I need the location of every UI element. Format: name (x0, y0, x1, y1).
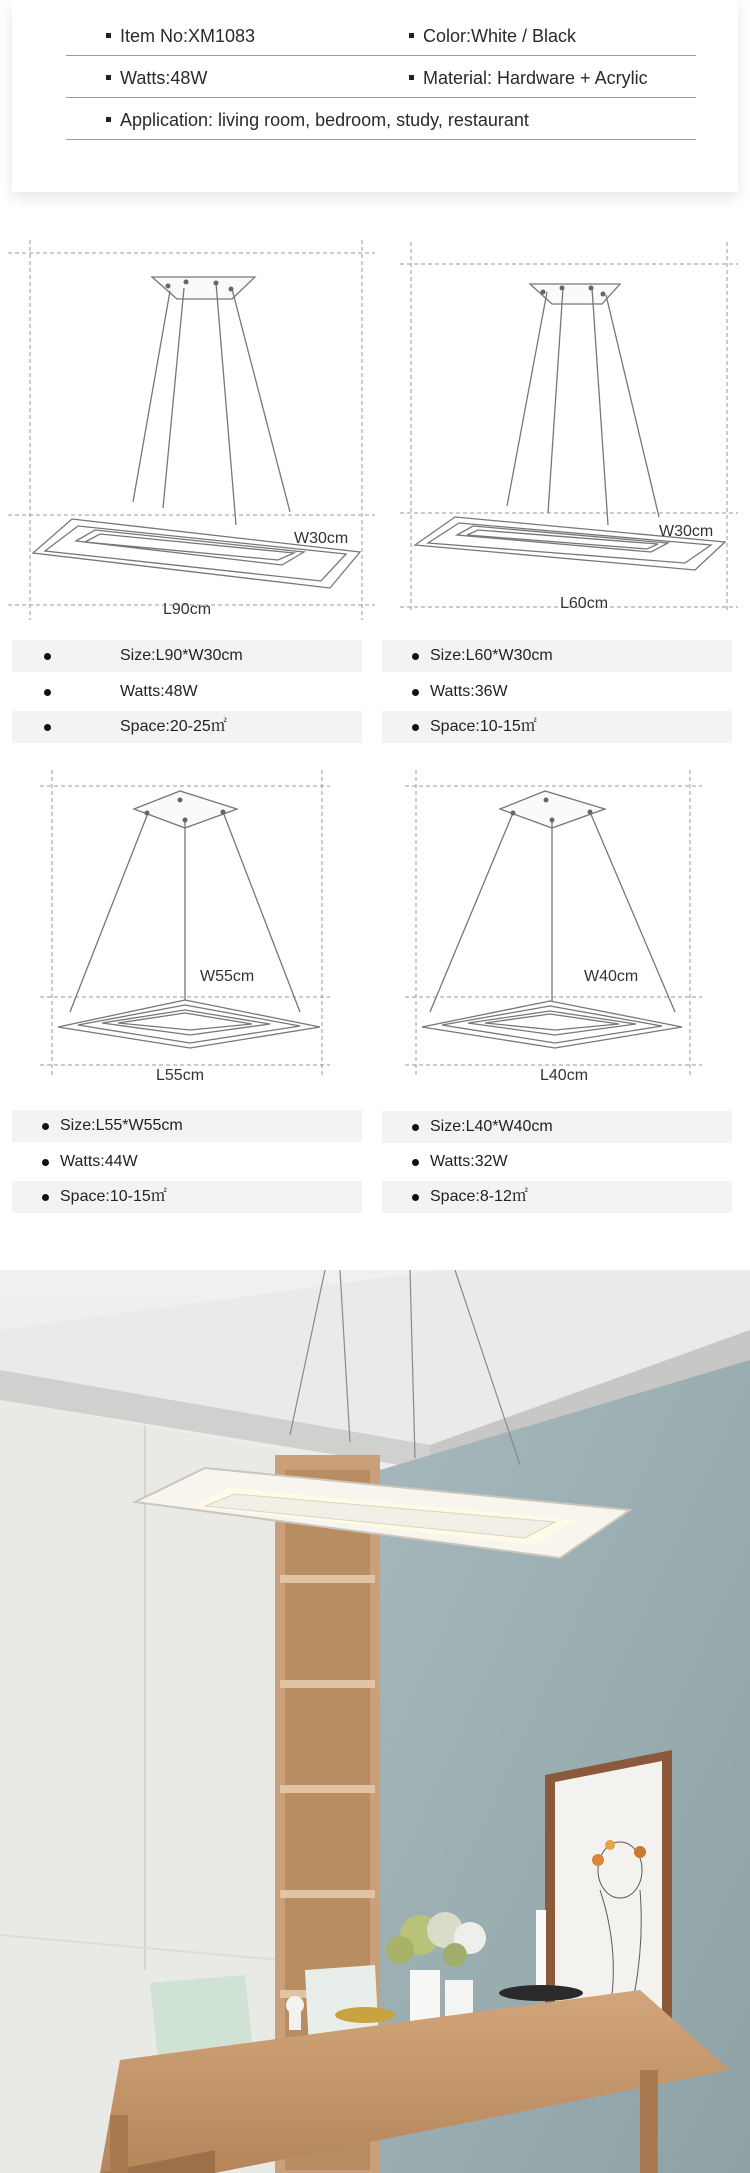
model-space-row (382, 711, 732, 743)
model-space-text: Space:20-25㎡ (120, 718, 227, 735)
model-size-row (382, 640, 732, 672)
width-dimension-label: W30cm (294, 530, 349, 547)
bullet-icon (412, 1194, 419, 1201)
model-space-text: Space:8-12㎡ (430, 1188, 528, 1205)
bullet-icon (412, 1124, 419, 1131)
spec-watts (106, 68, 207, 89)
spec-material (409, 68, 648, 89)
model-size-row (12, 1110, 362, 1142)
spec-item-no (106, 26, 255, 47)
model-drawing-l55 (30, 765, 350, 1095)
model-size-text: Size:L40*W40cm (430, 1118, 553, 1135)
model-space-text: Space:10-15㎡ (60, 1188, 167, 1205)
pendant-outline-drawing (0, 230, 380, 630)
model-watts-text: Watts:48W (120, 683, 198, 700)
model-watts-row (12, 676, 362, 708)
model-size-row (382, 1111, 732, 1143)
model-watts-text: Watts:32W (430, 1153, 508, 1170)
model-watts-row (382, 1146, 732, 1178)
width-dimension-label: W55cm (200, 968, 255, 985)
pendant-outline-drawing (395, 230, 750, 630)
bullet-icon (106, 75, 111, 80)
model-watts-row (12, 1146, 362, 1178)
length-dimension-label: L60cm (560, 595, 609, 612)
bullet-icon (412, 653, 419, 660)
bullet-icon (44, 689, 51, 696)
spec-color (409, 26, 576, 47)
spec-card (12, 0, 738, 192)
width-dimension-label: W40cm (584, 968, 639, 985)
model-space-row (382, 1181, 732, 1213)
spec-color-text: Color:White / Black (423, 26, 577, 46)
bullet-icon (412, 689, 419, 696)
model-size-text: Size:L90*W30cm (120, 647, 243, 664)
bullet-icon (409, 75, 414, 80)
spec-application (106, 110, 529, 131)
spec-item-no-text: Item No:XM1083 (120, 26, 256, 46)
bullet-icon (44, 653, 51, 660)
room-scene-photo (0, 1270, 750, 2173)
spec-row (66, 56, 696, 98)
model-size-text: Size:L60*W30cm (430, 647, 553, 664)
bullet-icon (42, 1123, 49, 1130)
spec-watts-text: Watts:48W (120, 68, 208, 88)
model-drawing-l90 (0, 230, 380, 630)
length-dimension-label: L90cm (163, 601, 212, 618)
model-space-text: Space:10-15㎡ (430, 718, 537, 735)
length-dimension-label: L40cm (540, 1067, 589, 1084)
pendant-outline-drawing (30, 765, 350, 1095)
width-dimension-label: W30cm (659, 523, 714, 540)
spec-material-text: Material: Hardware + Acrylic (423, 68, 648, 88)
bullet-icon (106, 117, 111, 122)
model-watts-text: Watts:36W (430, 683, 508, 700)
bullet-icon (42, 1159, 49, 1166)
model-watts-text: Watts:44W (60, 1153, 138, 1170)
bullet-icon (44, 724, 51, 731)
bullet-icon (412, 724, 419, 731)
model-space-row (12, 1181, 362, 1213)
spec-row (66, 14, 696, 56)
model-size-row (12, 640, 362, 672)
length-dimension-label: L55cm (156, 1067, 205, 1084)
bullet-icon (106, 33, 111, 38)
model-drawing-l40 (400, 765, 720, 1095)
model-space-row (12, 711, 362, 743)
bullet-icon (42, 1194, 49, 1201)
spec-application-text: Application: living room, bedroom, study, restaurant (120, 110, 529, 130)
pendant-outline-drawing (400, 765, 720, 1095)
dining-room-illustration (0, 1270, 750, 2173)
model-watts-row (382, 676, 732, 708)
bullet-icon (409, 33, 414, 38)
bullet-icon (412, 1159, 419, 1166)
model-drawing-l60 (395, 230, 750, 630)
spec-row (66, 98, 696, 140)
model-size-text: Size:L55*W55cm (60, 1117, 183, 1134)
